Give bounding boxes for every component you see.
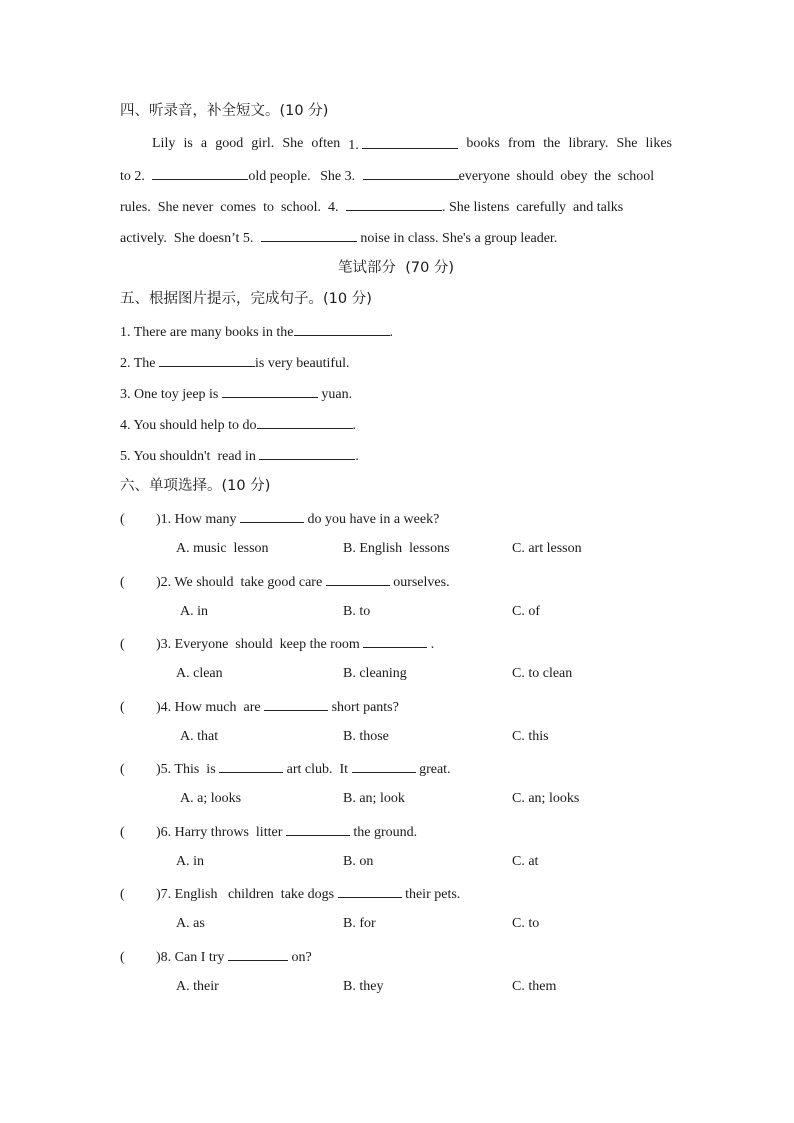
sentence-blank-4[interactable] — [257, 415, 353, 429]
option-b[interactable]: B. for — [343, 916, 376, 931]
word: library. — [568, 136, 609, 151]
word: Lily — [152, 136, 176, 151]
section-6-heading: 六、单项选择。(10 分) — [120, 478, 271, 494]
option-b[interactable]: B. they — [343, 978, 384, 994]
option-c[interactable]: C. them — [512, 978, 557, 994]
option-c[interactable]: C. to clean — [512, 666, 573, 681]
question-blank[interactable] — [286, 822, 350, 836]
option-a[interactable]: A. in — [180, 603, 208, 619]
question-text: ourselves. — [393, 574, 450, 590]
question-text: . — [430, 637, 435, 652]
option-b[interactable]: B. to — [343, 603, 371, 619]
option-c[interactable]: C. this — [512, 728, 549, 744]
sentence-item-5 — [120, 446, 359, 466]
question-blank[interactable] — [326, 572, 390, 586]
question-text: )6. Harry throws litter — [156, 824, 283, 840]
question-text: the ground. — [353, 824, 418, 840]
question-blank[interactable] — [228, 947, 288, 961]
sentence-item-1 — [120, 322, 393, 342]
text: old people. — [248, 169, 311, 184]
question-6 — [120, 822, 417, 842]
word: 1. — [348, 138, 359, 153]
question-4 — [120, 697, 399, 717]
option-a[interactable]: A. in — [176, 853, 204, 869]
option-a[interactable]: A. that — [180, 728, 219, 744]
answer-blank-3[interactable] — [363, 166, 459, 180]
option-b[interactable]: B. those — [343, 728, 389, 744]
answer-blank-2[interactable] — [152, 166, 248, 180]
answer-paren[interactable]: ( — [120, 699, 125, 715]
text: She 3. — [320, 169, 356, 184]
question-5 — [120, 759, 451, 779]
question-1 — [120, 509, 439, 529]
sentence-text: is very beautiful. — [255, 356, 350, 371]
question-text: do you have in a week? — [307, 512, 440, 527]
option-a[interactable]: A. as — [176, 916, 205, 931]
question-text: )1. How many — [156, 512, 237, 527]
question-text: )2. We should take good care — [156, 574, 323, 590]
word: a — [200, 136, 208, 151]
question-3 — [120, 634, 434, 654]
question-text: great. — [419, 762, 451, 777]
answer-paren[interactable]: ( — [120, 949, 125, 965]
answer-paren[interactable]: ( — [120, 762, 125, 777]
text: rules. She never comes to school. 4. — [120, 200, 339, 215]
option-c[interactable]: C. art lesson — [512, 541, 582, 556]
question-text: )7. English children take dogs — [156, 887, 335, 902]
word: the — [543, 136, 561, 151]
word: girl. — [251, 136, 275, 151]
word: She — [616, 136, 638, 151]
answer-paren[interactable]: ( — [120, 512, 125, 527]
passage-line-2 — [120, 166, 654, 186]
sentence-blank-2[interactable] — [159, 353, 255, 367]
option-a[interactable]: A. clean — [176, 666, 223, 681]
option-c[interactable]: C. of — [512, 603, 540, 619]
sentence-text: 3. One toy jeep is — [120, 387, 219, 402]
word: She — [282, 136, 304, 151]
question-7 — [120, 884, 460, 904]
sentence-text: . — [389, 325, 394, 340]
text: everyone should obey the school — [458, 169, 655, 184]
sentence-text: 4. You should help to do — [120, 418, 257, 433]
option-a[interactable]: A. their — [176, 978, 219, 994]
option-b[interactable]: B. cleaning — [343, 666, 407, 681]
written-part-title: 笔试部分 (70 分) — [338, 260, 455, 276]
option-b[interactable]: B. English lessons — [343, 541, 450, 556]
answer-paren[interactable]: ( — [120, 887, 125, 902]
sentence-item-2 — [120, 353, 350, 373]
text: noise in class. She's a group leader. — [360, 231, 558, 246]
option-b[interactable]: B. an; look — [343, 791, 405, 806]
section-4-heading: 四、听录音，补全短文。(10 分) — [120, 103, 329, 119]
sentence-item-4 — [120, 415, 356, 435]
text: actively. She doesn’t 5. — [120, 231, 254, 246]
word: is — [183, 136, 193, 151]
question-blank[interactable] — [219, 759, 283, 773]
sentence-text: 5. You shouldn't read in — [120, 449, 256, 464]
question-text: on? — [291, 949, 312, 965]
option-a[interactable]: A. a; looks — [180, 791, 242, 806]
option-c[interactable]: C. an; looks — [512, 791, 580, 806]
sentence-text: . — [355, 449, 359, 464]
sentence-text: 2. The — [120, 356, 156, 371]
question-blank[interactable] — [240, 509, 304, 523]
answer-paren[interactable]: ( — [120, 574, 125, 590]
sentence-item-3 — [120, 384, 352, 404]
question-blank[interactable] — [363, 634, 427, 648]
answer-paren[interactable]: ( — [120, 824, 125, 840]
question-text: their pets. — [405, 887, 461, 902]
question-2 — [120, 572, 450, 592]
sentence-blank-1[interactable] — [294, 322, 390, 336]
question-text: )8. Can I try — [156, 949, 225, 965]
answer-blank-5[interactable] — [261, 228, 357, 242]
section-5-heading: 五、根据图片提示，完成句子。(10 分) — [120, 291, 372, 307]
answer-blank-4[interactable] — [346, 197, 442, 211]
sentence-blank-5[interactable] — [259, 446, 355, 460]
word: often — [311, 136, 341, 151]
question-blank[interactable] — [352, 759, 416, 773]
sentence-text: 1. There are many books in the — [120, 325, 294, 340]
sentence-blank-3[interactable] — [222, 384, 318, 398]
question-text: short pants? — [331, 699, 399, 715]
sentence-text: yuan. — [317, 387, 353, 402]
question-blank[interactable] — [264, 697, 328, 711]
passage-line-1 — [120, 135, 672, 155]
answer-paren[interactable]: ( — [120, 637, 125, 652]
sentence-text: . — [352, 418, 357, 433]
question-8 — [120, 947, 312, 967]
option-b[interactable]: B. on — [343, 853, 374, 869]
question-text: )4. How much are — [156, 699, 261, 715]
passage-line-3 — [120, 197, 623, 217]
word: from — [507, 136, 536, 151]
question-blank[interactable] — [338, 884, 402, 898]
question-text: )5. This is — [156, 762, 216, 777]
option-c[interactable]: C. at — [512, 853, 539, 869]
text: to 2. — [120, 169, 145, 184]
option-a[interactable]: A. music lesson — [176, 541, 269, 556]
question-text: art club. It — [286, 762, 349, 777]
word: good — [215, 136, 244, 151]
word: likes — [645, 136, 672, 151]
answer-blank-1[interactable] — [362, 135, 458, 149]
passage-line-4 — [120, 228, 557, 248]
word: books — [466, 136, 500, 151]
text: . She listens carefully and talks — [442, 200, 624, 215]
option-c[interactable]: C. to — [512, 916, 540, 931]
question-text: )3. Everyone should keep the room — [156, 637, 360, 652]
